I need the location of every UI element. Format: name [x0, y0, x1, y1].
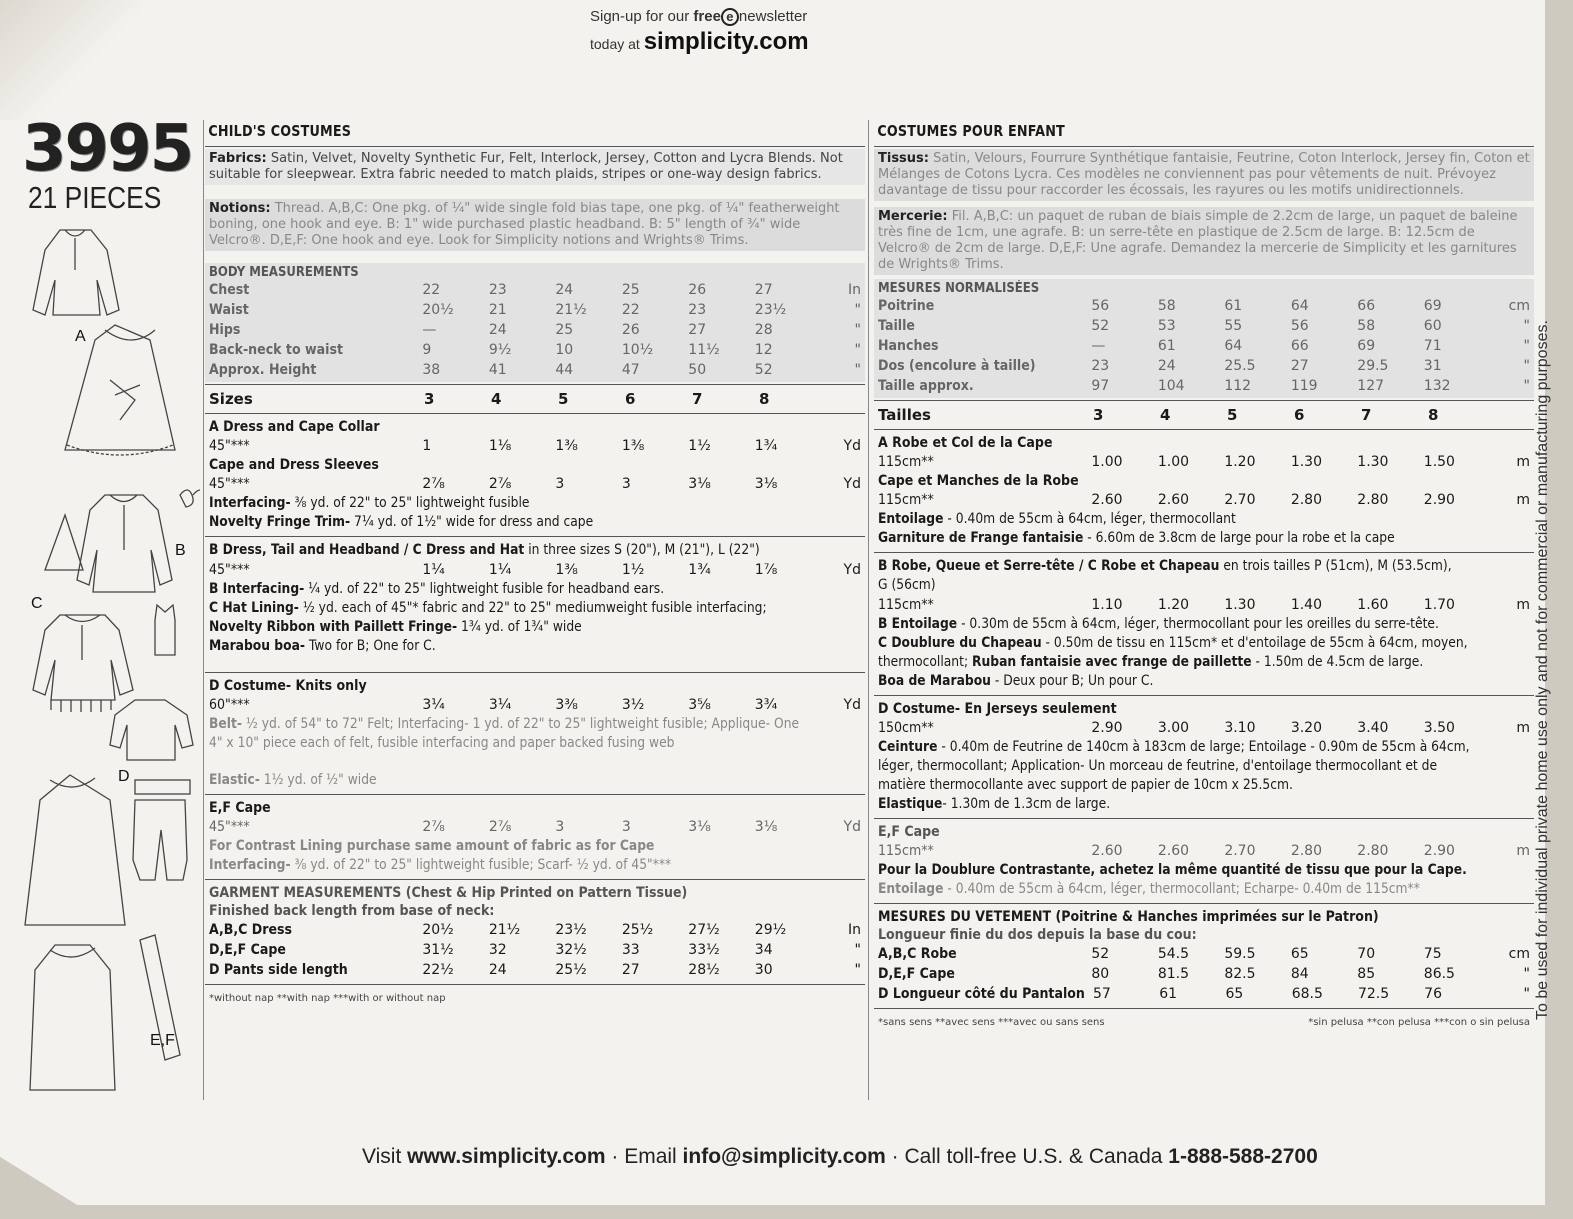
english-column: [205, 118, 865, 1098]
en-fabrics: Fabrics: Satin, Velvet, Novelty Synthetic Fur, Felt, Interlock, Jersey, Cotton and Lycra Blends. Not suitable for sleepwear. Extra fabric needed to match plaids, stripes or one-way design fabrics.: [205, 149, 865, 185]
en-footnote: *without nap **with nap ***with or without nap: [209, 993, 446, 1004]
measurement-row: Waist 20½ 21 21½ 22 23 23½ ": [209, 302, 861, 318]
fr-section-a: A Robe et Col de la Cape 115cm** 1.00 1.00 1.20 1.30 1.30 1.50 m Cape et Manches de la Robe 115cm** 2.60 2.60 2.70 2.80 2.80 2.90 m Entoilage - 0.40m de 55cm à 64cm, léger, thermocollant Garniture de Frange fantaisie - 6.60m de 3.8cm de large pour la robe et la cape: [878, 435, 1530, 546]
measurement-row: D,E,F Cape 31½ 32 32½ 33 33½ 34 ": [209, 942, 861, 958]
en-title: CHILD'S COSTUMES: [208, 122, 352, 140]
fr-section-ef: E,F Cape 115cm** 2.60 2.60 2.70 2.80 2.80 2.90 m Pour la Doublure Contrastante, achetez la même quantité de tissu que pour la Cape. Entoilage - 0.40m de 55cm à 64cm, léger, thermocollant; Echarpe- 0.40m de 115cm**: [878, 824, 1530, 897]
illustration-label-b: B: [175, 542, 186, 559]
en-a2-row: 45"*** 2⅞ 2⅞ 3 3 3⅛ 3⅛ Yd: [209, 476, 861, 492]
en-b-row: 45"*** 1¼ 1¼ 1⅜ 1½ 1¾ 1⅞ Yd: [209, 562, 861, 578]
en-ef-row: 45"*** 2⅞ 2⅞ 3 3 3⅛ 3⅛ Yd: [209, 819, 861, 835]
measurement-row: D Pants side length 22½ 24 25½ 27 28½ 30 ": [209, 962, 861, 978]
measurement-row: Approx. Height 38 41 44 47 50 52 ": [209, 362, 861, 378]
newsletter-promo: Sign-up for our free e newsletter today at simplicity.com: [590, 8, 809, 55]
measurement-row: Dos (encolure à taille) 23 24 25.5 27 29.5 31 ": [878, 358, 1530, 374]
fr-ef-row: 115cm** 2.60 2.60 2.70 2.80 2.80 2.90 m: [878, 843, 1530, 859]
costume-sketches-icon: [15, 220, 200, 1120]
fr-garment-measurements: MESURES DU VETEMENT (Poitrine & Hanches imprimées sur le Patron) Longueur finie du dos depuis la base du cou: A,B,C Robe 52 54.5 59.5 65 70 75 cm D,E,F Cape 80 81.5 82.5 84 85 86.5 " D Longueur côté du Pantalon 57 61 65 68.5 72.5 76 ": [878, 909, 1530, 1002]
fr-a2-row: 115cm** 2.60 2.60 2.70 2.80 2.80 2.90 m: [878, 492, 1530, 508]
measurement-row: Taille 52 53 55 56 58 60 ": [878, 318, 1530, 334]
measurement-row: Back-neck to waist 9 9½ 10 10½ 11½ 12 ": [209, 342, 861, 358]
illustration-label-a: A: [75, 328, 86, 345]
e-badge-icon: e: [721, 8, 739, 26]
measurement-row: Hips — 24 25 26 27 28 ": [209, 322, 861, 338]
promo-website-link[interactable]: simplicity.com: [643, 28, 809, 55]
illustration-label-ef: E,F: [150, 1032, 175, 1049]
en-body-measurements: BODY MEASUREMENTS Chest 22 23 24 25 26 27 In Waist 20½ 21 21½ 22 23 23½ " Hips — 24 25 26 27 28 " Back-neck to waist 9 9½ 10 10½ 11½ 12 " Approx. Height 38 41 44 47 50 52 ": [205, 263, 865, 382]
usage-disclaimer: To be used for individual private home use only and not for commercial or manufacturing purposes.: [1534, 320, 1551, 1020]
fr-section-d: D Costume- En Jerseys seulement 150cm** 2.90 3.00 3.10 3.20 3.40 3.50 m Ceinture - 0.40m de Feutrine de 140cm à 183cm de large; Entoilage - 0.90m de 55cm à 64cm, léger, thermocollant; Application- Un morceau de feutrine, d'entoilage thermocollant et de matière thermocollante avec support de papier de 10cm x 25.5cm. Elastique- 1.30m de 1.3cm de large.: [878, 701, 1530, 812]
garment-illustrations: [15, 220, 200, 1120]
fr-section-bc: B Robe, Queue et Serre-tête / C Robe et Chapeau en trois tailles P (51cm), M (53.5cm), G (56cm) 115cm** 1.10 1.20 1.30 1.40 1.60 1.70 m B Entoilage - 0.30m de 55cm à 64cm, léger, thermocollant pour les oreilles du serre-tête. C Doublure du Chapeau - 0.50m de tissu en 115cm* et d'entoilage de 55cm à 64cm, moyen, thermocollant; Ruban fantaisie avec frange de paillette - 1.50m de 4.5cm de large. Boa de Marabou - Deux pour B; Un pour C.: [878, 558, 1530, 689]
fr-title: COSTUMES POUR ENFANT: [877, 122, 1065, 140]
phone-number[interactable]: 1-888-588-2700: [1168, 1145, 1318, 1168]
es-footnote: *sin pelusa **con pelusa ***con o sin pelusa: [1308, 1017, 1530, 1028]
column-divider-left: [203, 120, 204, 1100]
measurement-row: Taille approx. 97 104 112 119 127 132 ": [878, 378, 1530, 394]
en-section-bc: B Dress, Tail and Headband / C Dress and Hat in three sizes S (20"), M (21"), L (22") 45"*** 1¼ 1¼ 1⅜ 1½ 1¾ 1⅞ Yd B Interfacing- ¼ yd. of 22" to 25" lightweight fusible for headband ears. C Hat Lining- ½ yd. each of 45"* fabric and 22" to 25" mediumweight fusible interfacing; Novelty Ribbon with Paillett Fringe- 1¾ yd. of 1¾" wide Marabou boa- Two for B; One for C.: [209, 542, 861, 654]
contact-bar: Visit www.simplicity.com · Email info@simplicity.com · Call toll-free U.S. & Canada 1-888-588-2700: [362, 1145, 1318, 1168]
pattern-number: 3995: [22, 112, 193, 186]
fr-notions: Mercerie: Fil. A,B,C: un paquet de ruban de biais simple de 2.2cm de large, un paquet de baleine très fine de 1cm, une agrafe. B: un serre-tête en plastique de 2.5cm de large. B: 12.5cm de Velcro® de 2cm de large. D,E,F: Une agrafe. Demandez la mercerie de Simplicity et les garnitures de Wrights® Trims.: [874, 207, 1534, 275]
en-garment-measurements: GARMENT MEASUREMENTS (Chest & Hip Printed on Pattern Tissue) Finished back length from base of neck: A,B,C Dress 20½ 21½ 23½ 25½ 27½ 29½ In D,E,F Cape 31½ 32 32½ 33 33½ 34 " D Pants side length 22½ 24 25½ 27 28½ 30 ": [209, 885, 861, 978]
en-a-row: 45"*** 1 1⅛ 1⅜ 1⅜ 1½ 1¾ Yd: [209, 438, 861, 454]
website-link[interactable]: www.simplicity.com: [407, 1145, 606, 1168]
illustration-label-c: C: [31, 595, 43, 612]
en-d-row: 60"*** 3¼ 3¼ 3⅜ 3½ 3⅝ 3¾ Yd: [209, 697, 861, 713]
folded-corner: [0, 0, 140, 120]
measurement-row: Chest 22 23 24 25 26 27 In: [209, 282, 861, 298]
fr-footnote: *sans sens **avec sens ***avec ou sans sens *sin pelusa **con pelusa ***con o sin pelusa: [878, 1017, 1530, 1028]
measurement-row: D Longueur côté du Pantalon 57 61 65 68.5 72.5 76 ": [878, 986, 1530, 1002]
fr-fabrics: Tissus: Satin, Velours, Fourrure Synthétique fantaisie, Feutrine, Coton Interlock, Jersey fin, Coton et Mélanges de Cotons Lycra. Ces modèles ne conviennent pas pour vêtements de nuit. Prévoyez davantage de tissu pour raccorder les écossais, les rayures ou les motifs unidirectionnels.: [874, 149, 1534, 201]
french-column: [874, 118, 1534, 1098]
fr-b-row: 115cm** 1.10 1.20 1.30 1.40 1.60 1.70 m: [878, 597, 1530, 613]
fr-a-row: 115cm** 1.00 1.00 1.20 1.30 1.30 1.50 m: [878, 454, 1530, 470]
fr-body-measurements: MESURES NORMALISÉES Poitrine 56 58 61 64 66 69 cm Taille 52 53 55 56 58 60 " Hanches — 61 64 66 69 71 " Dos (encolure à taille) 23 24 25.5 27 29.5 31 " Taille approx. 97 104 112 119 127 132 ": [874, 279, 1534, 398]
measurement-row: D,E,F Cape 80 81.5 82.5 84 85 86.5 ": [878, 966, 1530, 982]
measurement-row: A,B,C Robe 52 54.5 59.5 65 70 75 cm: [878, 946, 1530, 962]
email-link[interactable]: info@simplicity.com: [682, 1145, 886, 1168]
fr-sizes-row: Tailles 3 4 5 6 7 8: [878, 406, 1439, 424]
column-divider-middle: [868, 120, 869, 1100]
measurement-row: Hanches — 61 64 66 69 71 ": [878, 338, 1530, 354]
en-notions: Notions: Thread. A,B,C: One pkg. of ¼" wide single fold bias tape, one pkg. of ¼" featherweight boning, one hook and eye. B: 1" wide purchased plastic headband. B: 5" length of ¾" wide Velcro®. D,E,F: One hook and eye. Look for Simplicity notions and Wrights® Trims.: [205, 199, 865, 251]
en-section-ef: E,F Cape 45"*** 2⅞ 2⅞ 3 3 3⅛ 3⅛ Yd For Contrast Lining purchase same amount of fabric as for Cape Interfacing- ⅜ yd. of 22" to 25" lightweight fusible; Scarf- ½ yd. of 45"***: [209, 800, 861, 873]
pieces-count: 21 PIECES: [28, 180, 162, 215]
measurement-row: Poitrine 56 58 61 64 66 69 cm: [878, 298, 1530, 314]
en-section-d: D Costume- Knits only 60"*** 3¼ 3¼ 3⅜ 3½ 3⅝ 3¾ Yd Belt- ½ yd. of 54" to 72" Felt; Interfacing- 1 yd. of 22" to 25" lightweight fusible; Applique- One 4" x 10" piece each of felt, fusible interfacing and paper backed fusing web Elastic- 1½ yd. of ½" wide: [209, 678, 861, 788]
en-sizes-row: Sizes 3 4 5 6 7 8: [209, 390, 770, 408]
fr-d-row: 150cm** 2.90 3.00 3.10 3.20 3.40 3.50 m: [878, 720, 1530, 736]
illustration-label-d: D: [118, 768, 130, 785]
measurement-row: A,B,C Dress 20½ 21½ 23½ 25½ 27½ 29½ In: [209, 922, 861, 938]
en-section-a: A Dress and Cape Collar 45"*** 1 1⅛ 1⅜ 1⅜ 1½ 1¾ Yd Cape and Dress Sleeves 45"*** 2⅞ 2⅞ 3 3 3⅛ 3⅛ Yd Interfacing- ⅜ yd. of 22" to 25" lightweight fusible Novelty Fringe Trim- 7¼ yd. of 1½" wide for dress and cape: [209, 419, 861, 530]
